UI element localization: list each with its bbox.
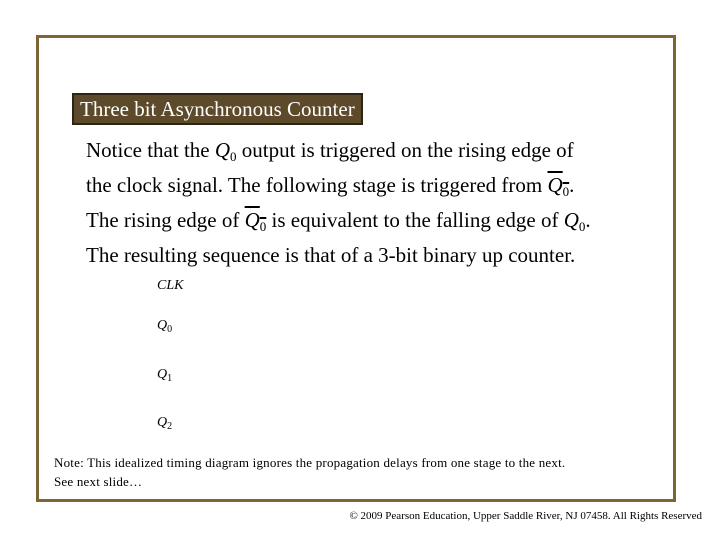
copyright-footer: © 2009 Pearson Education, Upper Saddle River, NJ 07458. All Rights Reserved [349,510,702,522]
slide-title: Three bit Asynchronous Counter [72,93,363,125]
q0-bar-symbol: $Q_0$ [244,208,267,234]
slide-paragraph [86,136,696,270]
paragraph-line-2: the clock signal. The following stage is triggered from $Q_0$. [86,173,575,199]
q0-symbol: $Q_0$ [563,208,586,234]
note-line-1: Note: This idealized timing diagram ignores the propagation delays from one stage to the next. [54,455,566,470]
note-text [54,453,565,491]
signal-label-q1: $Q_1$ [157,367,173,384]
paragraph-line-4: The resulting sequence is that of a 3-bit binary up counter. [86,243,576,267]
note-line-2: See next slide… [54,474,143,489]
q0-bar-symbol: $Q_0$ [547,173,570,199]
signal-label-q0: $Q_0$ [157,318,173,335]
paragraph-line-1: Notice that the $Q_0$ output is triggered on the rising edge of [86,138,574,164]
paragraph-line-3: The rising edge of $Q_0$ is equivalent to the falling edge of $Q_0$. [86,208,591,234]
q0-symbol: $Q_0$ [214,138,237,164]
signal-label-clk: CLK [157,278,184,293]
signal-label-q2: $Q_2$ [157,415,173,432]
